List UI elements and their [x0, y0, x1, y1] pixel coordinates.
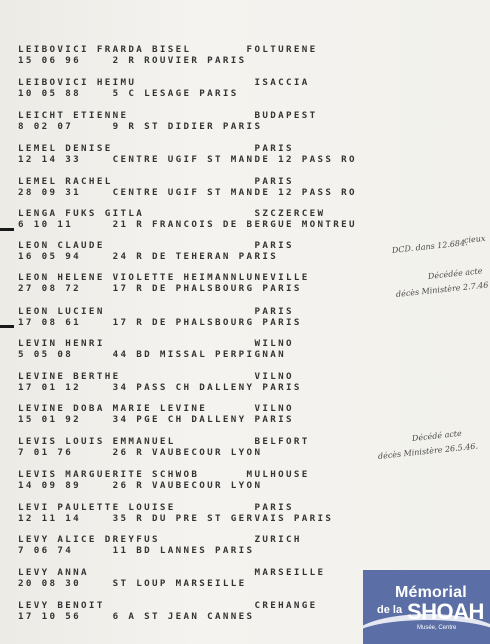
record-detail-line: 16 05 94 24 R DE TEHERAN PARIS	[18, 251, 279, 262]
record-entry	[18, 306, 488, 328]
handwritten-note: décès Ministère 2.7.46	[395, 280, 489, 299]
record-entry	[18, 77, 488, 99]
record-entry	[18, 176, 488, 198]
record-detail-line: 12 11 14 35 R DU PRE ST GERVAIS PARIS	[18, 513, 334, 524]
handwritten-note: Décédé acte	[411, 428, 463, 443]
logo-text-musee: Musée, Centre	[417, 625, 457, 631]
record-detail-line: 12 14 33 CENTRE UGIF ST MANDE 12 PASS RO	[18, 154, 357, 165]
record-name-line: LEIBOVICI FRARDA BISEL FOLTURENE	[18, 44, 318, 55]
record-entry	[18, 208, 488, 230]
record-name-line: LEON LUCIEN PARIS	[18, 306, 294, 317]
record-name-line: LEICHT ETIENNE BUDAPEST	[18, 110, 318, 121]
record-detail-line: 5 05 08 44 BD MISSAL PERPIGNAN	[18, 349, 286, 360]
logo-text-shoah: SHOAH	[407, 599, 484, 624]
record-detail-line: 28 09 31 CENTRE UGIF ST MANDE 12 PASS RO	[18, 187, 357, 198]
record-detail-line: 20 08 30 ST LOUP MARSEILLE	[18, 578, 247, 589]
record-detail-line: 7 06 74 11 BD LANNES PARIS	[18, 545, 255, 556]
record-name-line: LEVY ALICE DREYFUS ZURICH	[18, 534, 302, 545]
record-detail-line: 7 01 76 26 R VAUBECOUR LYON	[18, 447, 263, 458]
logo-text-memorial: Mémorial	[395, 584, 467, 601]
record-detail-line: 17 08 61 17 R DE PHALSBOURG PARIS	[18, 317, 302, 328]
record-detail-line: 8 02 07 9 R ST DIDIER PARIS	[18, 121, 263, 132]
record-name-line: LEVY ANNA MARSEILLE	[18, 567, 326, 578]
record-name-line: LEVINE DOBA MARIE LEVINE VILNO	[18, 403, 294, 414]
record-name-line: LEON CLAUDE PARIS	[18, 240, 294, 251]
record-name-line: LEVIS LOUIS EMMANUEL BELFORT	[18, 436, 310, 447]
record-entry	[18, 403, 488, 425]
record-name-line: LEVI PAULETTE LOUISE PARIS	[18, 502, 294, 513]
record-entry	[18, 371, 488, 393]
record-name-line: LEVIS MARGUERITE SCHWOB MULHOUSE	[18, 469, 310, 480]
record-entry	[18, 110, 488, 132]
record-name-line: LEMEL RACHEL PARIS	[18, 176, 294, 187]
record-detail-line: 14 09 89 26 R VAUBECOUR LYON	[18, 480, 263, 491]
memorial-shoah-logo	[363, 570, 490, 644]
record-entry	[18, 469, 488, 491]
record-name-line: LEVINE BERTHE VILNO	[18, 371, 294, 382]
handwritten-note: décès Ministère 26.5.46.	[377, 441, 479, 461]
record-entry	[18, 143, 488, 165]
record-name-line: LENGA FUKS GITLA SZCZERCEW	[18, 208, 326, 219]
record-detail-line: 17 10 56 6 A ST JEAN CANNES	[18, 611, 255, 622]
margin-mark	[0, 228, 14, 231]
record-detail-line: 17 01 12 34 PASS CH DALLENY PARIS	[18, 382, 302, 393]
record-detail-line: 15 01 92 34 PGE CH DALLENY PARIS	[18, 414, 294, 425]
record-detail-line: 6 10 11 21 R FRANCOIS DE BERGUE MONTREU	[18, 219, 357, 230]
handwritten-note: Décédée acte	[427, 266, 483, 281]
record-entry	[18, 534, 488, 556]
record-name-line: LEON HELENE VIOLETTE HEIMANNLUNEVILLE	[18, 272, 310, 283]
logo-text-dela: de la	[377, 604, 403, 616]
handwritten-note: DCD. dans 12.684.	[391, 238, 469, 255]
record-name-line: LEVIN HENRI WILNO	[18, 338, 294, 349]
record-name-line: LEVY BENOIT CREHANGE	[18, 600, 318, 611]
record-name-line: LEMEL DENISE PARIS	[18, 143, 294, 154]
handwritten-note: cieux	[463, 233, 486, 245]
margin-mark	[0, 325, 14, 328]
record-entry	[18, 502, 488, 524]
record-name-line: LEIBOVICI HEIMU ISACCIA	[18, 77, 310, 88]
record-entry	[18, 338, 488, 360]
record-detail-line: 10 05 88 5 C LESAGE PARIS	[18, 88, 239, 99]
record-detail-line: 15 06 96 2 R ROUVIER PARIS	[18, 55, 247, 66]
record-detail-line: 27 08 72 17 R DE PHALSBOURG PARIS	[18, 283, 302, 294]
record-entry	[18, 44, 488, 66]
